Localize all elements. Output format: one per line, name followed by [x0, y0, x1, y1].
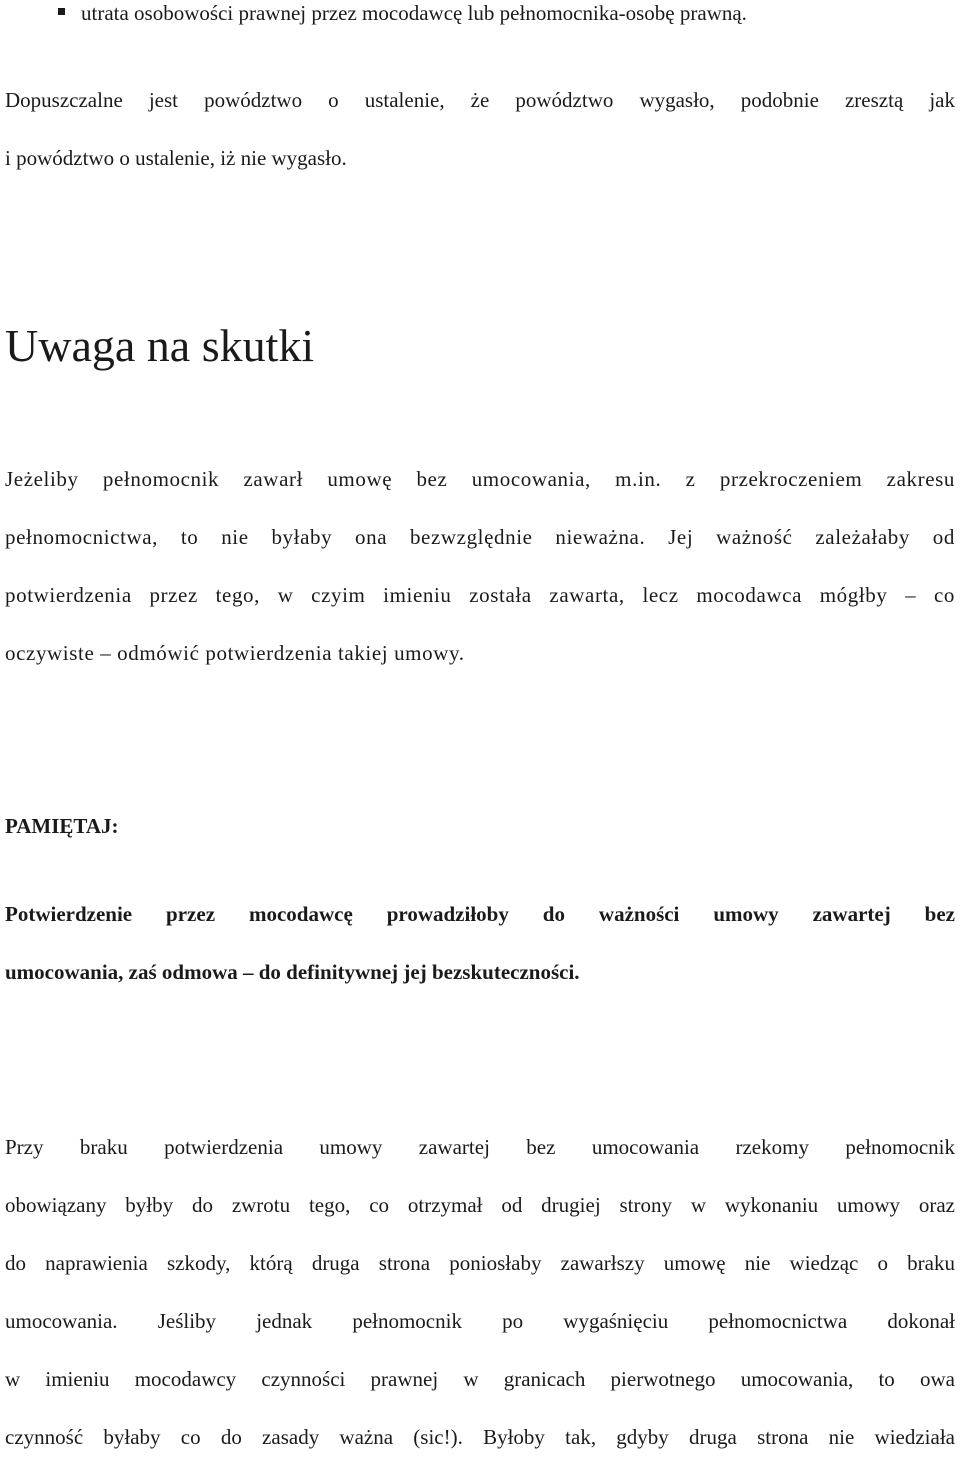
paragraph-lawsuit [5, 86, 955, 202]
paragraph-unauthorized-agent [5, 465, 955, 697]
remember-paragraph [5, 900, 955, 1016]
paragraph-line: Przy braku potwierdzenia umowy zawartej bez umocowania rzekomy pełnomocnik [5, 1135, 955, 1159]
paragraph-line: oczywiste – odmówić potwierdzenia takiej umowy. [5, 641, 465, 665]
paragraph-line: w imieniu mocodawcy czynności prawnej w granicach pierwotnego umocowania, to owa [5, 1367, 955, 1391]
section-heading: Uwaga na skutki [5, 320, 315, 371]
paragraph-line: i powództwo o ustalenie, iż nie wygasło. [5, 146, 347, 170]
paragraph-line: pełnomocnictwa, to nie byłaby ona bezwzględnie nieważna. Jej ważność zależałaby od [5, 525, 955, 549]
paragraph-no-confirmation [5, 1133, 955, 1481]
paragraph-line: Potwierdzenie przez mocodawcę prowadziłoby do ważności umowy zawartej bez [5, 902, 955, 926]
remember-label: PAMIĘTAJ: [5, 814, 119, 838]
paragraph-line: Dopuszczalne jest powództwo o ustalenie, że powództwo wygasło, podobnie zresztą jak [5, 88, 955, 112]
bullet-text: utrata osobowości prawnej przez mocodawcę lub pełnomocnika-osobę prawną. [81, 1, 747, 25]
paragraph-line: umocowania, zaś odmowa – do definitywnej jej bezskuteczności. [5, 960, 580, 984]
paragraph-line: Jeżeliby pełnomocnik zawarł umowę bez umocowania, m.in. z przekroczeniem zakresu [5, 467, 955, 491]
bullet-list-item [0, 0, 960, 32]
square-bullet-icon [58, 8, 65, 15]
paragraph-line: obowiązany byłby do zwrotu tego, co otrzymał od drugiej strony w wykonaniu umowy oraz [5, 1193, 955, 1217]
paragraph-line: czynność byłaby co do zasady ważna (sic!). Byłoby tak, gdyby druga strona nie wiedziała [5, 1425, 955, 1449]
paragraph-line: potwierdzenia przez tego, w czyim imieniu została zawarta, lecz mocodawca mógłby – co [5, 583, 955, 607]
paragraph-line: do naprawienia szkody, którą druga strona poniosłaby zawarłszy umowę nie wiedząc o braku [5, 1251, 955, 1275]
paragraph-line: umocowania. Jeśliby jednak pełnomocnik po wygaśnięciu pełnomocnictwa dokonał [5, 1309, 955, 1333]
